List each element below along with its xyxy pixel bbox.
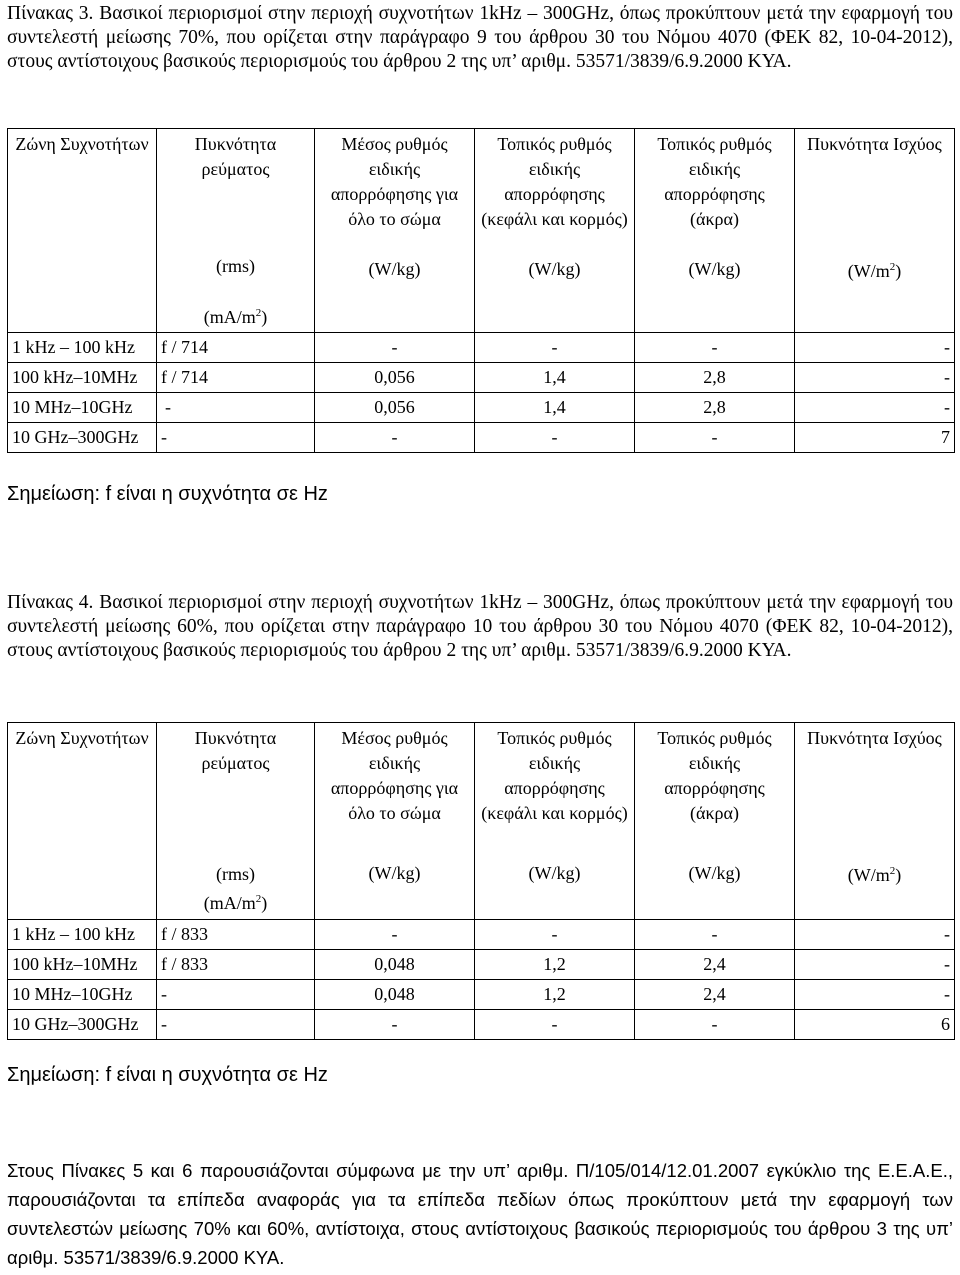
table4-row4-zone: 10 GHz–300GHz: [8, 1010, 157, 1040]
table3-row2-zone: 100 kHz–10MHz: [8, 363, 157, 393]
closing-paragraph: Στους Πίνακες 5 και 6 παρουσιάζονται σύμφωνα με την υπ’ αριθμ. Π/105/014/12.01.2007 εγκύκλιο της Ε.Ε.Α.Ε., παρουσιάζονται τα επίπεδα αναφοράς για τα επίπεδα πεδίων όπως προκύπτουν μετά την εφαρμογή των συντελεστών μείωσης 70% και 60%, αντίστοιχα, στους αντίστοιχους βασικούς περιορισμούς του άρθρου 3 της υπ’ αριθμ. 53571/3839/6.9.2000 ΚΥΑ.: [7, 1160, 953, 1268]
table3-row3-sar-head: 1,4: [475, 393, 635, 423]
table4-row3-power: -: [795, 980, 955, 1010]
table3-header-current-unit: (rms): [216, 256, 255, 276]
table4-header-sar-body-label: Μέσος ρυθμός ειδικής απορρόφησης για όλο το σώμα: [330, 728, 459, 823]
table3-header-power: [795, 129, 955, 333]
table4-row1-zone: 1 kHz – 100 kHz: [8, 920, 157, 950]
table3-row: [8, 363, 955, 393]
table4-header-zone: [8, 723, 157, 920]
table3-row1-zone: 1 kHz – 100 kHz: [8, 333, 157, 363]
table3-header-zone: [8, 129, 157, 333]
table3-note: Σημείωση: f είναι η συχνότητα σε Hz: [7, 483, 328, 505]
table4-row4-sar-limbs: -: [635, 1010, 795, 1040]
table4-row: [8, 980, 955, 1010]
table3-row2-power: -: [795, 363, 955, 393]
table4-row4-power: 6: [795, 1010, 955, 1040]
table4-row3-sar-head: 1,2: [475, 980, 635, 1010]
table4-header-power-label: Πυκνότητα Ισχύος: [807, 728, 942, 748]
table4-note: Σημείωση: f είναι η συχνότητα σε Hz: [7, 1064, 328, 1086]
table4-header-current-unit2: $(mA/m^2)$: [203, 893, 268, 913]
table4-header-sar-head-label: Τοπικός ρυθμός ειδικής απορρόφησης (κεφάλι και κορμός): [481, 728, 628, 823]
table3-row: [8, 333, 955, 363]
table4-header-current: [157, 723, 315, 920]
table3-header-sar-head-label: Τοπικός ρυθμός ειδικής απορρόφησης (κεφάλι και κορμός): [481, 134, 628, 229]
table4-row2-sar-body: 0,048: [315, 950, 475, 980]
table3-row: [8, 423, 955, 453]
table3-row1-sar-limbs: -: [635, 333, 795, 363]
table3-row1-sar-body: -: [315, 333, 475, 363]
table4-row4-sar-body: -: [315, 1010, 475, 1040]
table3-row2-sar-limbs: 2,8: [635, 363, 795, 393]
table3-row1-sar-head: -: [475, 333, 635, 363]
table3-caption: [7, 2, 953, 74]
table4-row3-sar-body: 0,048: [315, 980, 475, 1010]
table4-header-sar-limbs-unit: (W/kg): [688, 863, 741, 883]
table3-row: [8, 393, 955, 423]
table4-row1-sar-head: -: [475, 920, 635, 950]
table4-row: [8, 920, 955, 950]
table3-row2-sar-head: 1,4: [475, 363, 635, 393]
table4-caption-text: Βασικοί περιορισμοί στην περιοχή συχνοτήτων 1kHz – 300GHz, όπως προκύπτουν μετά την εφαρμογή του συντελεστή μείωσης 60%, που ορίζεται στην παράγραφο 10 του άρθρου 30 του Νόμου 4070 (ΦΕΚ 82, 10-04-2012), στους αντίστοιχους βασικούς περιορισμούς του άρθρου 2 της υπ’ αριθμ. 53571/3839/6.9.2000 ΚΥΑ.: [7, 592, 954, 661]
table3-row4-sar-body: -: [315, 423, 475, 453]
table4-row2-zone: 100 kHz–10MHz: [8, 950, 157, 980]
table4-header-power: [795, 723, 955, 920]
table3-header-current-unit2: $(mA/m^2)$: [203, 307, 268, 327]
table3-header-zone-label: Ζώνη Συχνοτήτων: [15, 134, 149, 154]
table4-row3-current: -: [157, 980, 315, 1010]
table3-caption-label: Πίνακας 3.: [7, 3, 94, 24]
table3-row3-current: -: [157, 393, 315, 423]
table3-row1-current: f / 714: [157, 333, 315, 363]
table4-row1-sar-limbs: -: [635, 920, 795, 950]
table4-row3-zone: 10 MHz–10GHz: [8, 980, 157, 1010]
table4-header-zone-label: Ζώνη Συχνοτήτων: [15, 728, 149, 748]
table4-header-current-label: Πυκνότητα ρεύματος: [194, 728, 277, 773]
table3-header-sar-head-unit: (W/kg): [528, 259, 581, 279]
table3-row1-power: -: [795, 333, 955, 363]
table3-header-sar-limbs-unit: (W/kg): [688, 259, 741, 279]
table4-row2-sar-head: 1,2: [475, 950, 635, 980]
table4: [7, 722, 955, 1040]
table3-header-power-unit: $(W/m^2)$: [847, 261, 902, 281]
table4-header-sar-head: [475, 723, 635, 920]
table3-row4-current: -: [157, 423, 315, 453]
table4-header-sar-body: [315, 723, 475, 920]
table4-caption-label: Πίνακας 4.: [7, 592, 94, 613]
table4-header-sar-head-unit: (W/kg): [528, 863, 581, 883]
table3-header-row: [8, 129, 955, 333]
table4-header-power-unit: $(W/m^2)$: [847, 865, 902, 885]
table3-row4-zone: 10 GHz–300GHz: [8, 423, 157, 453]
table3-row3-sar-limbs: 2,8: [635, 393, 795, 423]
table4-header-sar-body-unit: (W/kg): [368, 863, 421, 883]
table3-header-sar-head: [475, 129, 635, 333]
table3-row3-sar-body: 0,056: [315, 393, 475, 423]
table3-header-sar-body-label: Μέσος ρυθμός ειδικής απορρόφησης για όλο το σώμα: [330, 134, 459, 229]
table3-caption-text: Βασικοί περιορισμοί στην περιοχή συχνοτήτων 1kHz – 300GHz, όπως προκύπτουν μετά την εφαρμογή του συντελεστή μείωσης 70%, που ορίζεται στην παράγραφο 9 του άρθρου 30 του Νόμου 4070 (ΦΕΚ 82, 10-04-2012), στους αντίστοιχους βασικούς περιορισμούς του άρθρου 2 της υπ’ αριθμ. 53571/3839/6.9.2000 ΚΥΑ.: [7, 3, 954, 72]
table4-row2-power: -: [795, 950, 955, 980]
table4-row4-current: -: [157, 1010, 315, 1040]
table3: [7, 128, 955, 453]
table3-row4-power: 7: [795, 423, 955, 453]
table4-header-current-unit: (rms): [216, 864, 255, 884]
table3-header-sar-limbs: [635, 129, 795, 333]
table3-row2-current: f / 714: [157, 363, 315, 393]
table4-row1-current: f / 833: [157, 920, 315, 950]
table4-caption: [7, 591, 953, 663]
table4-row3-sar-limbs: 2,4: [635, 980, 795, 1010]
table3-row3-zone: 10 MHz–10GHz: [8, 393, 157, 423]
table4-row2-sar-limbs: 2,4: [635, 950, 795, 980]
table3-header-power-label: Πυκνότητα Ισχύος: [807, 134, 942, 154]
table4-header-row: [8, 723, 955, 920]
table4-header-sar-limbs: [635, 723, 795, 920]
table4-row: [8, 1010, 955, 1040]
table3-header-sar-body-unit: (W/kg): [368, 259, 421, 279]
table4-row1-power: -: [795, 920, 955, 950]
table4-row: [8, 950, 955, 980]
table3-header-sar-body: [315, 129, 475, 333]
table4-header-sar-limbs-label: Τοπικός ρυθμός ειδικής απορρόφησης (άκρα): [657, 728, 772, 823]
table3-header-current-label: Πυκνότητα ρεύματος: [194, 134, 277, 179]
table4-row1-sar-body: -: [315, 920, 475, 950]
table3-header-current: [157, 129, 315, 333]
table3-row4-sar-limbs: -: [635, 423, 795, 453]
table4-row2-current: f / 833: [157, 950, 315, 980]
table4-row4-sar-head: -: [475, 1010, 635, 1040]
table3-header-sar-limbs-label: Τοπικός ρυθμός ειδικής απορρόφησης (άκρα): [657, 134, 772, 229]
table3-row2-sar-body: 0,056: [315, 363, 475, 393]
table3-row3-power: -: [795, 393, 955, 423]
table3-row4-sar-head: -: [475, 423, 635, 453]
